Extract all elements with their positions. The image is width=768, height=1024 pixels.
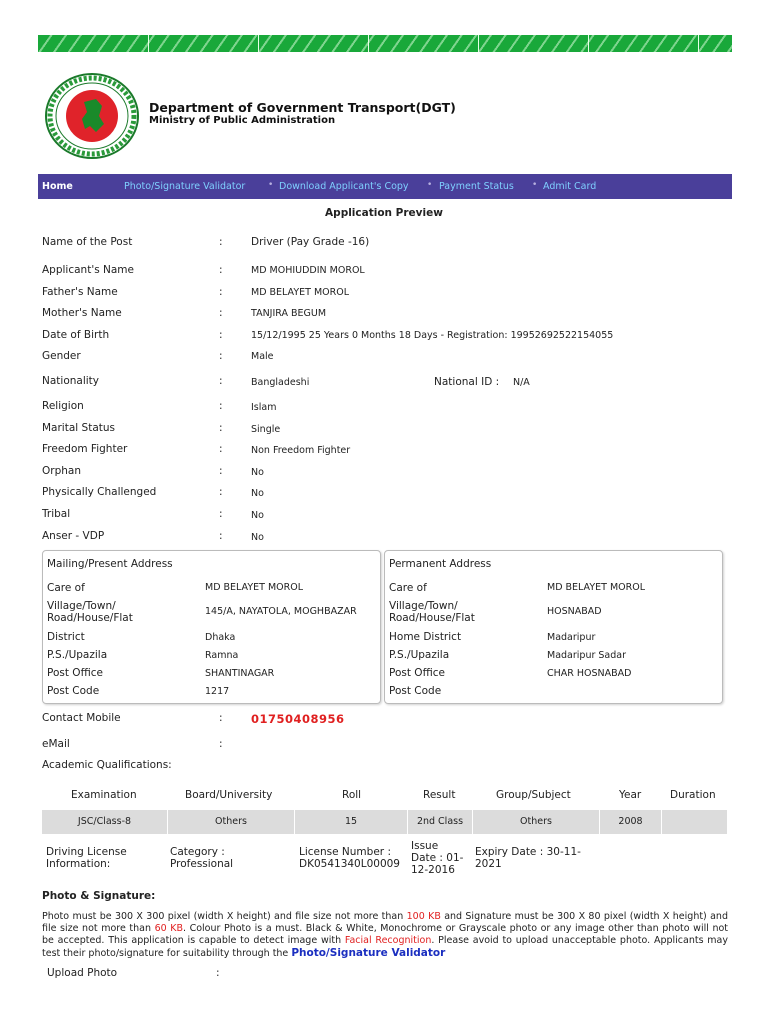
separator-colon: : (219, 486, 223, 498)
page-title: Application Preview (325, 207, 443, 219)
mother-name-label: Mother's Name (42, 307, 122, 319)
post-value: Driver (Pay Grade -16) (251, 236, 370, 248)
gender-label: Gender (42, 350, 81, 362)
mailing-upazila-label: P.S./Upazila (47, 649, 108, 661)
dob-value: 15/12/1995 25 Years 0 Months 18 Days - Registration: 19952692522154055 (251, 330, 614, 341)
facial-recognition-text: Facial Recognition (344, 935, 432, 946)
table-cell-examination: JSC/Class-8 (42, 810, 168, 834)
table-cell-duration (662, 810, 727, 834)
mailing-village-value: 145/A, NAYATOLA, MOGHBAZAR (205, 606, 357, 617)
mailing-care-of-label: Care of (47, 582, 85, 594)
government-seal-logo (44, 72, 140, 160)
separator-colon: : (219, 508, 223, 520)
driving-license-label: Driving License Information: (46, 846, 127, 870)
separator-colon: : (219, 422, 223, 434)
tribal-value: No (251, 510, 264, 521)
separator-colon: : (219, 443, 223, 455)
nav-payment-status[interactable]: Payment Status (439, 181, 514, 192)
license-issue-date: Issue Date : 01- 12-2016 (411, 840, 464, 876)
marital-status-value: Single (251, 424, 281, 435)
separator-colon: : (219, 738, 223, 750)
permanent-address-title: Permanent Address (389, 558, 492, 570)
table-header-result: Result (423, 789, 456, 801)
separator-colon: : (219, 465, 223, 477)
contact-mobile-label: Contact Mobile (42, 712, 121, 724)
mailing-district-label: District (47, 631, 85, 643)
license-number: License Number : DK0541340L00009 (299, 846, 400, 870)
mailing-post-code-label: Post Code (47, 685, 100, 697)
table-header-year: Year (619, 789, 642, 801)
separator-colon: : (216, 967, 220, 979)
freedom-fighter-value: Non Freedom Fighter (251, 445, 351, 456)
instruction-text: and Signature must be 300 X 80 pixel (width X height) and file size not more than (42, 911, 728, 934)
physically-challenged-label: Physically Challenged (42, 486, 157, 498)
mailing-address-panel (42, 550, 381, 704)
mailing-post-office-value: SHANTINAGAR (205, 668, 275, 679)
header-green-bar (38, 35, 732, 52)
gender-value: Male (251, 351, 274, 362)
father-name-value: MD BELAYET MOROL (251, 287, 349, 298)
permanent-district-value: Madaripur (547, 632, 596, 643)
mailing-village-label: Village/Town/ Road/House/Flat (47, 600, 133, 624)
orphan-label: Orphan (42, 465, 81, 477)
applicant-name-value: MD MOHIUDDIN MOROL (251, 265, 365, 276)
permanent-district-label: Home District (389, 631, 462, 643)
table-cell-board: Others (168, 810, 295, 834)
license-category: Category : Professional (170, 846, 234, 870)
photo-instructions (42, 911, 728, 960)
nav-home[interactable]: Home (42, 181, 73, 192)
separator-colon: : (219, 712, 223, 724)
separator-colon: : (219, 236, 223, 248)
mailing-post-office-label: Post Office (47, 667, 103, 679)
license-expiry-date: Expiry Date : 30-11- 2021 (475, 846, 581, 870)
separator-colon: : (219, 400, 223, 412)
separator-colon: : (219, 307, 223, 319)
table-header-examination: Examination (71, 789, 137, 801)
religion-value: Islam (251, 402, 277, 413)
separator-colon: : (219, 264, 223, 276)
instruction-text: . Colour Photo is a must. Black & White, Monochrome or Grayscale photo or any image other than photo will not be accepted. This application is capable to detect image with (42, 923, 729, 946)
mailing-address-title: Mailing/Present Address (47, 558, 173, 570)
table-cell-result: 2nd Class (408, 810, 473, 834)
orphan-value: No (251, 467, 264, 478)
contact-mobile-value: 01750408956 (251, 712, 345, 726)
photo-size-limit: 100 KB (406, 911, 441, 922)
department-title: Department of Government Transport(DGT) (149, 100, 456, 115)
nationality-label: Nationality (42, 375, 100, 387)
table-cell-group-subject: Others (473, 810, 600, 834)
table-cell-roll: 15 (295, 810, 408, 834)
dob-label: Date of Birth (42, 329, 110, 341)
marital-status-label: Marital Status (42, 422, 115, 434)
table-cell-year: 2008 (600, 810, 662, 834)
nav-separator: • (268, 180, 274, 190)
separator-colon: : (219, 286, 223, 298)
father-name-label: Father's Name (42, 286, 118, 298)
nationality-value: Bangladeshi (251, 377, 310, 388)
permanent-upazila-label: P.S./Upazila (389, 649, 450, 661)
mailing-upazila-value: Ramna (205, 650, 239, 661)
table-row (42, 810, 727, 834)
freedom-fighter-label: Freedom Fighter (42, 443, 128, 455)
nav-download-applicant-copy[interactable]: Download Applicant's Copy (279, 181, 409, 192)
national-id-label: National ID : (434, 376, 500, 388)
post-label: Name of the Post (42, 236, 133, 248)
nav-separator: • (532, 180, 538, 190)
permanent-care-of-label: Care of (389, 582, 427, 594)
anser-vdp-label: Anser - VDP (42, 530, 105, 542)
table-header-duration: Duration (670, 789, 716, 801)
national-id-value: N/A (513, 377, 530, 388)
permanent-address-panel (384, 550, 723, 704)
nav-admit-card[interactable]: Admit Card (543, 181, 597, 192)
photo-signature-heading: Photo & Signature: (42, 890, 156, 902)
applicant-name-label: Applicant's Name (42, 264, 134, 276)
table-header-group-subject: Group/Subject (496, 789, 571, 801)
table-header-roll: Roll (342, 789, 362, 801)
mailing-district-value: Dhaka (205, 632, 236, 643)
email-label: eMail (42, 738, 70, 750)
instruction-text: Photo must be 300 X 300 pixel (width X height) and file size not more than (42, 911, 407, 922)
nav-separator: • (427, 180, 433, 190)
mother-name-value: TANJIRA BEGUM (251, 308, 327, 319)
religion-label: Religion (42, 400, 84, 412)
photo-validator-link[interactable]: Photo/Signature Validator (291, 947, 446, 959)
academic-qualifications-label: Academic Qualifications: (42, 759, 172, 771)
permanent-village-label: Village/Town/ Road/House/Flat (389, 600, 475, 624)
main-nav-bar (38, 174, 732, 199)
permanent-post-office-value: CHAR HOSNABAD (547, 668, 632, 679)
permanent-care-of-value: MD BELAYET MOROL (547, 582, 645, 593)
upload-photo-label: Upload Photo (47, 967, 118, 979)
nav-photo-signature-validator[interactable]: Photo/Signature Validator (124, 181, 246, 192)
permanent-village-value: HOSNABAD (547, 606, 602, 617)
tribal-label: Tribal (42, 508, 71, 520)
permanent-upazila-value: Madaripur Sadar (547, 650, 627, 661)
permanent-post-code-label: Post Code (389, 685, 442, 697)
separator-colon: : (219, 329, 223, 341)
signature-size-limit: 60 KB (154, 923, 183, 934)
anser-vdp-value: No (251, 532, 264, 543)
mailing-care-of-value: MD BELAYET MOROL (205, 582, 303, 593)
separator-colon: : (219, 530, 223, 542)
ministry-subtitle: Ministry of Public Administration (149, 115, 336, 126)
physically-challenged-value: No (251, 488, 264, 499)
separator-colon: : (219, 350, 223, 362)
permanent-post-office-label: Post Office (389, 667, 445, 679)
table-header-board: Board/University (185, 789, 273, 801)
separator-colon: : (219, 375, 223, 387)
instruction-text: . Please avoid to upload unacceptable photo. Applicants may test their photo/signature for suitability through the (42, 935, 729, 959)
mailing-post-code-value: 1217 (205, 686, 230, 697)
